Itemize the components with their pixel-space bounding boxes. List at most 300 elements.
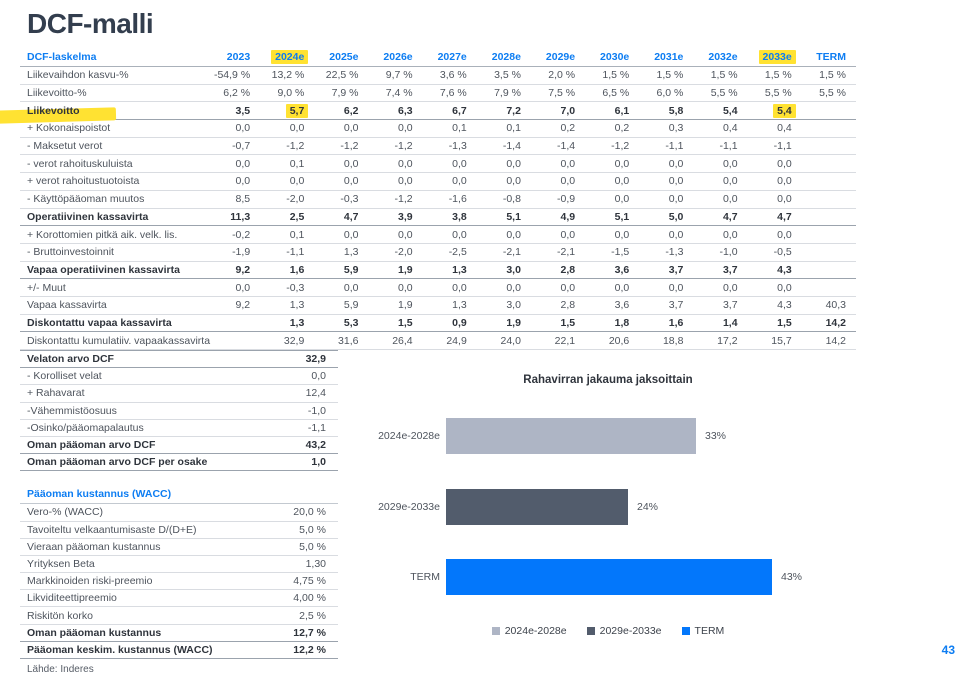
cell: 0,1 <box>260 155 314 173</box>
table-row <box>20 155 856 173</box>
table-row <box>20 504 338 521</box>
row-label: Tavoiteltu velkaantumisaste D/(D+E) <box>20 521 250 538</box>
row-label: - Korolliset velat <box>20 368 250 385</box>
table-row <box>20 296 856 314</box>
cell: 6,3 <box>368 102 422 120</box>
cell: 1,5 % <box>748 67 802 85</box>
cell: -1,1 <box>748 137 802 155</box>
cell: -1,2 <box>260 137 314 155</box>
cell <box>802 208 856 226</box>
row-label: Oman pääoman arvo DCF <box>20 436 250 453</box>
legend-swatch <box>587 627 595 635</box>
cell <box>802 102 856 120</box>
cell: 1,5 <box>368 314 422 332</box>
table-row <box>20 607 338 624</box>
cell: -2,0 <box>260 190 314 208</box>
cell: -1,1 <box>260 243 314 261</box>
cell: 0,0 <box>585 279 639 297</box>
source-note: Lähde: Inderes <box>27 664 94 675</box>
bar <box>446 559 772 595</box>
column-header: 2028e <box>477 47 531 67</box>
cell: 12,4 <box>250 385 338 402</box>
cell: -1,9 <box>206 243 260 261</box>
cell: 0,0 <box>585 155 639 173</box>
cell: 6,2 % <box>206 84 260 102</box>
cell: 0,0 <box>314 173 368 191</box>
cell: 32,9 <box>260 332 314 350</box>
chart-title: Rahavirran jakauma jaksoittain <box>523 374 693 386</box>
table-row <box>20 243 856 261</box>
cell: 5,5 % <box>748 84 802 102</box>
cell: 6,7 <box>423 102 477 120</box>
legend-item <box>492 625 567 637</box>
cell: 40,3 <box>802 296 856 314</box>
table-row <box>20 573 338 590</box>
page-title: DCF-malli <box>27 8 154 39</box>
cell: 7,2 <box>477 102 531 120</box>
cell: 0,0 <box>368 173 422 191</box>
cell: 0,0 <box>748 190 802 208</box>
row-label: Vero-% (WACC) <box>20 504 250 521</box>
cell: 5,1 <box>585 208 639 226</box>
cell: 0,0 <box>423 226 477 244</box>
cell: 3,7 <box>693 261 747 279</box>
table-row <box>20 436 338 453</box>
row-label: Diskontattu vapaa kassavirta <box>20 314 206 332</box>
cell: 1,5 % <box>802 67 856 85</box>
cell: 0,0 <box>693 190 747 208</box>
cell: 3,5 % <box>477 67 531 85</box>
cell: 4,00 % <box>250 590 338 607</box>
cell: 9,2 <box>206 296 260 314</box>
cell <box>802 226 856 244</box>
table-row <box>20 84 856 102</box>
cell: 3,5 <box>206 102 260 120</box>
cell: 5,0 % <box>250 521 338 538</box>
cell: -1,4 <box>531 137 585 155</box>
cell <box>802 261 856 279</box>
table-row <box>20 314 856 332</box>
bar-row <box>368 559 802 595</box>
cell: -2,5 <box>423 243 477 261</box>
table-row <box>20 208 856 226</box>
cell: 0,0 <box>639 279 693 297</box>
cell: 4,75 % <box>250 573 338 590</box>
cell: 3,7 <box>639 261 693 279</box>
cell: 9,7 % <box>368 67 422 85</box>
cell: -1,2 <box>368 137 422 155</box>
cell: 0,0 <box>531 173 585 191</box>
cell: 26,4 <box>368 332 422 350</box>
cell: 0,0 <box>748 173 802 191</box>
cell: 4,7 <box>693 208 747 226</box>
row-label: Oman pääoman arvo DCF per osake <box>20 454 250 471</box>
cell: 4,9 <box>531 208 585 226</box>
cell: 14,2 <box>802 332 856 350</box>
row-label: Velaton arvo DCF <box>20 351 250 368</box>
page-number: 43 <box>941 643 955 657</box>
cell: 3,8 <box>423 208 477 226</box>
cell: 2,5 % <box>250 607 338 624</box>
cell: -1,3 <box>639 243 693 261</box>
cell: -0,9 <box>531 190 585 208</box>
cell: -1,0 <box>693 243 747 261</box>
cell: -1,1 <box>639 137 693 155</box>
row-label: + Rahavarat <box>20 385 250 402</box>
bar-category-label: 2029e-2033e <box>378 501 440 513</box>
cell: -0,5 <box>748 243 802 261</box>
cell: -1,2 <box>314 137 368 155</box>
cell: 1,5 % <box>639 67 693 85</box>
table-row <box>20 590 338 607</box>
cell: -0,7 <box>206 137 260 155</box>
cell: 0,0 <box>693 279 747 297</box>
cell: 8,5 <box>206 190 260 208</box>
table-row <box>20 332 856 350</box>
cell: 0,0 <box>748 226 802 244</box>
cell: 0,0 <box>368 155 422 173</box>
row-label: Oman pääoman kustannus <box>20 624 250 641</box>
cell: 0,0 <box>368 120 422 138</box>
cell: 0,0 <box>477 155 531 173</box>
cell: 2,0 % <box>531 67 585 85</box>
equity-value-table <box>20 350 338 471</box>
cell: 1,5 % <box>693 67 747 85</box>
table-row <box>20 351 338 368</box>
wacc-title: Pääoman kustannus (WACC) <box>20 485 338 504</box>
cell: 0,0 <box>477 173 531 191</box>
cell: 4,7 <box>748 208 802 226</box>
cell: -54,9 % <box>206 67 260 85</box>
row-label: - Bruttoinvestoinnit <box>20 243 206 261</box>
cell: 0,0 <box>531 226 585 244</box>
row-label: + verot rahoitustuotoista <box>20 173 206 191</box>
table-row <box>20 402 338 419</box>
table-row <box>20 419 338 436</box>
cell: 7,5 % <box>531 84 585 102</box>
cell: 0,0 <box>423 155 477 173</box>
cell: 24,9 <box>423 332 477 350</box>
cell <box>802 155 856 173</box>
dcf-table-header-row <box>20 47 856 67</box>
cell: 7,6 % <box>423 84 477 102</box>
legend-item <box>682 625 725 637</box>
table-row <box>20 641 338 658</box>
cell: 0,0 <box>693 226 747 244</box>
row-label: -Osinko/pääomapalautus <box>20 419 250 436</box>
cell: 22,5 % <box>314 67 368 85</box>
cell: 0,0 <box>639 226 693 244</box>
cell: 5,4 <box>748 102 802 120</box>
cell: 3,7 <box>639 296 693 314</box>
cell: 1,4 <box>693 314 747 332</box>
cell: 0,0 <box>314 226 368 244</box>
cell: -0,2 <box>206 226 260 244</box>
cell: 0,0 <box>585 173 639 191</box>
cell: 15,7 <box>748 332 802 350</box>
cell: 0,1 <box>423 120 477 138</box>
row-label: Pääoman keskim. kustannus (WACC) <box>20 641 250 658</box>
row-label: Vapaa kassavirta <box>20 296 206 314</box>
cell: -1,4 <box>477 137 531 155</box>
table-row <box>20 120 856 138</box>
row-label: Yrityksen Beta <box>20 555 250 572</box>
column-header: 2026e <box>368 47 422 67</box>
column-header: 2027e <box>423 47 477 67</box>
table-row <box>20 102 856 120</box>
cell: 7,9 % <box>314 84 368 102</box>
chart-legend <box>368 625 848 637</box>
cell: 9,2 <box>206 261 260 279</box>
cell: 0,0 <box>585 226 639 244</box>
cell: 0,0 <box>693 155 747 173</box>
cell: 0,4 <box>748 120 802 138</box>
cell: 1,5 <box>531 314 585 332</box>
row-label: + Korottomien pitkä aik. velk. lis. <box>20 226 206 244</box>
row-label: - Maksetut verot <box>20 137 206 155</box>
cell: 9,0 % <box>260 84 314 102</box>
cell <box>802 190 856 208</box>
cell: 0,0 <box>206 120 260 138</box>
cell: 0,0 <box>206 173 260 191</box>
table-row <box>20 454 338 471</box>
cell: 1,3 <box>260 296 314 314</box>
row-label: Liikevaihdon kasvu-% <box>20 67 206 85</box>
cell: 24,0 <box>477 332 531 350</box>
table-row <box>20 521 338 538</box>
cell: 0,0 <box>639 155 693 173</box>
row-label: + Kokonaispoistot <box>20 120 206 138</box>
cell: 6,0 % <box>639 84 693 102</box>
cell: 7,0 <box>531 102 585 120</box>
cell <box>802 173 856 191</box>
table-row <box>20 279 856 297</box>
cell: 5,0 % <box>250 538 338 555</box>
cell: 1,6 <box>639 314 693 332</box>
cell: 1,8 <box>585 314 639 332</box>
cell <box>206 314 260 332</box>
cell: 1,3 <box>423 296 477 314</box>
table-row <box>20 67 856 85</box>
cell: 1,6 <box>260 261 314 279</box>
cell: 4,3 <box>748 261 802 279</box>
cell: 0,9 <box>423 314 477 332</box>
cell: 0,0 <box>639 190 693 208</box>
cell: 0,0 <box>477 226 531 244</box>
bar-value-label: 24% <box>637 501 659 513</box>
cell: -1,1 <box>250 419 338 436</box>
cell: -2,1 <box>477 243 531 261</box>
cell: 1,9 <box>368 261 422 279</box>
cell <box>802 120 856 138</box>
wacc-table <box>20 485 338 659</box>
row-label: - Käyttöpääoman muutos <box>20 190 206 208</box>
cell: 5,5 % <box>802 84 856 102</box>
cell: 1,9 <box>368 296 422 314</box>
cell: 0,0 <box>423 279 477 297</box>
column-header: 2029e <box>531 47 585 67</box>
cell: 0,0 <box>260 173 314 191</box>
cell: 1,3 <box>260 314 314 332</box>
cell: 3,6 <box>585 296 639 314</box>
table-row <box>20 173 856 191</box>
legend-label: 2024e-2028e <box>504 625 567 637</box>
cell: 0,2 <box>531 120 585 138</box>
cell: 4,7 <box>314 208 368 226</box>
column-header: 2031e <box>639 47 693 67</box>
cell: 0,0 <box>748 279 802 297</box>
cell: -0,8 <box>477 190 531 208</box>
legend-swatch <box>492 627 500 635</box>
row-label: Diskontattu kumulatiiv. vapaakassavirta <box>20 332 206 350</box>
cell: 3,0 <box>477 261 531 279</box>
cell: 1,9 <box>477 314 531 332</box>
bar <box>446 489 628 525</box>
cell: 13,2 % <box>260 67 314 85</box>
cell: 31,6 <box>314 332 368 350</box>
cell: 3,9 <box>368 208 422 226</box>
cell: 0,0 <box>206 279 260 297</box>
row-label: -Vähemmistöosuus <box>20 402 250 419</box>
cell: 6,1 <box>585 102 639 120</box>
cell: 6,2 <box>314 102 368 120</box>
cell: 0,0 <box>250 368 338 385</box>
column-header: 2033e <box>748 47 802 67</box>
table-row <box>20 555 338 572</box>
legend-item <box>587 625 662 637</box>
cell: 0,0 <box>423 173 477 191</box>
cell: 5,7 <box>260 102 314 120</box>
cell: 43,2 <box>250 436 338 453</box>
cash-flow-distribution-chart <box>368 367 848 652</box>
cell: 0,0 <box>748 155 802 173</box>
cell: 0,0 <box>531 155 585 173</box>
cell: 11,3 <box>206 208 260 226</box>
cell: 0,0 <box>585 190 639 208</box>
cell: 0,0 <box>260 120 314 138</box>
bar-value-label: 33% <box>705 430 727 442</box>
row-label: - verot rahoituskuluista <box>20 155 206 173</box>
row-label: Liikevoitto <box>20 102 206 120</box>
cell: 12,2 % <box>250 641 338 658</box>
cell: -2,1 <box>531 243 585 261</box>
legend-swatch <box>682 627 690 635</box>
cell: -2,0 <box>368 243 422 261</box>
cell <box>206 332 260 350</box>
bar-row <box>368 418 726 454</box>
cell: 4,3 <box>748 296 802 314</box>
table-row <box>20 538 338 555</box>
cell: 1,5 % <box>585 67 639 85</box>
table-row <box>20 385 338 402</box>
cell: 0,3 <box>639 120 693 138</box>
cell: 5,3 <box>314 314 368 332</box>
bar-category-label: 2024e-2028e <box>378 430 440 442</box>
bar-value-label: 43% <box>781 571 803 583</box>
column-header: 2030e <box>585 47 639 67</box>
cell: 0,0 <box>639 173 693 191</box>
cell: 3,6 % <box>423 67 477 85</box>
cell: 3,7 <box>693 296 747 314</box>
cell: 22,1 <box>531 332 585 350</box>
cell: 18,8 <box>639 332 693 350</box>
cell: 6,5 % <box>585 84 639 102</box>
cell: 7,4 % <box>368 84 422 102</box>
cell: -1,2 <box>585 137 639 155</box>
table-row <box>20 368 338 385</box>
cell: -1,5 <box>585 243 639 261</box>
cell: -0,3 <box>314 190 368 208</box>
cell: -0,3 <box>260 279 314 297</box>
cell: 20,6 <box>585 332 639 350</box>
column-header: 2032e <box>693 47 747 67</box>
column-header: 2024e <box>260 47 314 67</box>
table-row <box>20 226 856 244</box>
cell: 5,5 % <box>693 84 747 102</box>
cell: 2,5 <box>260 208 314 226</box>
column-header: 2025e <box>314 47 368 67</box>
cell: 14,2 <box>802 314 856 332</box>
cell: 0,2 <box>585 120 639 138</box>
cell: 1,3 <box>423 261 477 279</box>
cell: -1,3 <box>423 137 477 155</box>
bar <box>446 418 696 454</box>
cell: -1,1 <box>693 137 747 155</box>
cell: 17,2 <box>693 332 747 350</box>
row-label: Riskitön korko <box>20 607 250 624</box>
bar-category-label: TERM <box>410 571 440 583</box>
cell: 5,8 <box>639 102 693 120</box>
cell: 0,0 <box>314 279 368 297</box>
cell: 7,9 % <box>477 84 531 102</box>
cell: 1,5 <box>748 314 802 332</box>
cell <box>802 243 856 261</box>
cell: 0,0 <box>206 155 260 173</box>
bar-row <box>368 489 658 525</box>
cell: 20,0 % <box>250 504 338 521</box>
cell: 32,9 <box>250 351 338 368</box>
cell: -1,2 <box>368 190 422 208</box>
cell: 0,1 <box>260 226 314 244</box>
cell: 2,8 <box>531 261 585 279</box>
cell: 0,1 <box>477 120 531 138</box>
row-label: Vapaa operatiivinen kassavirta <box>20 261 206 279</box>
table-row <box>20 261 856 279</box>
cell: 0,0 <box>368 279 422 297</box>
cell <box>802 279 856 297</box>
row-label: +/- Muut <box>20 279 206 297</box>
cell: 5,9 <box>314 261 368 279</box>
dcf-table <box>20 47 856 350</box>
legend-label: 2029e-2033e <box>599 625 662 637</box>
cell: 1,3 <box>314 243 368 261</box>
cell: 0,0 <box>531 279 585 297</box>
table-row <box>20 190 856 208</box>
cell: 0,4 <box>693 120 747 138</box>
cell: 3,6 <box>585 261 639 279</box>
cell: 5,9 <box>314 296 368 314</box>
cell: 5,0 <box>639 208 693 226</box>
cell: 2,8 <box>531 296 585 314</box>
cell: -1,0 <box>250 402 338 419</box>
cell: 5,1 <box>477 208 531 226</box>
column-header: 2023 <box>206 47 260 67</box>
row-label: Liikevoitto-% <box>20 84 206 102</box>
wacc-header-row <box>20 485 338 504</box>
cell: 0,0 <box>368 226 422 244</box>
cell: -1,6 <box>423 190 477 208</box>
row-label: Likviditeettipreemio <box>20 590 250 607</box>
